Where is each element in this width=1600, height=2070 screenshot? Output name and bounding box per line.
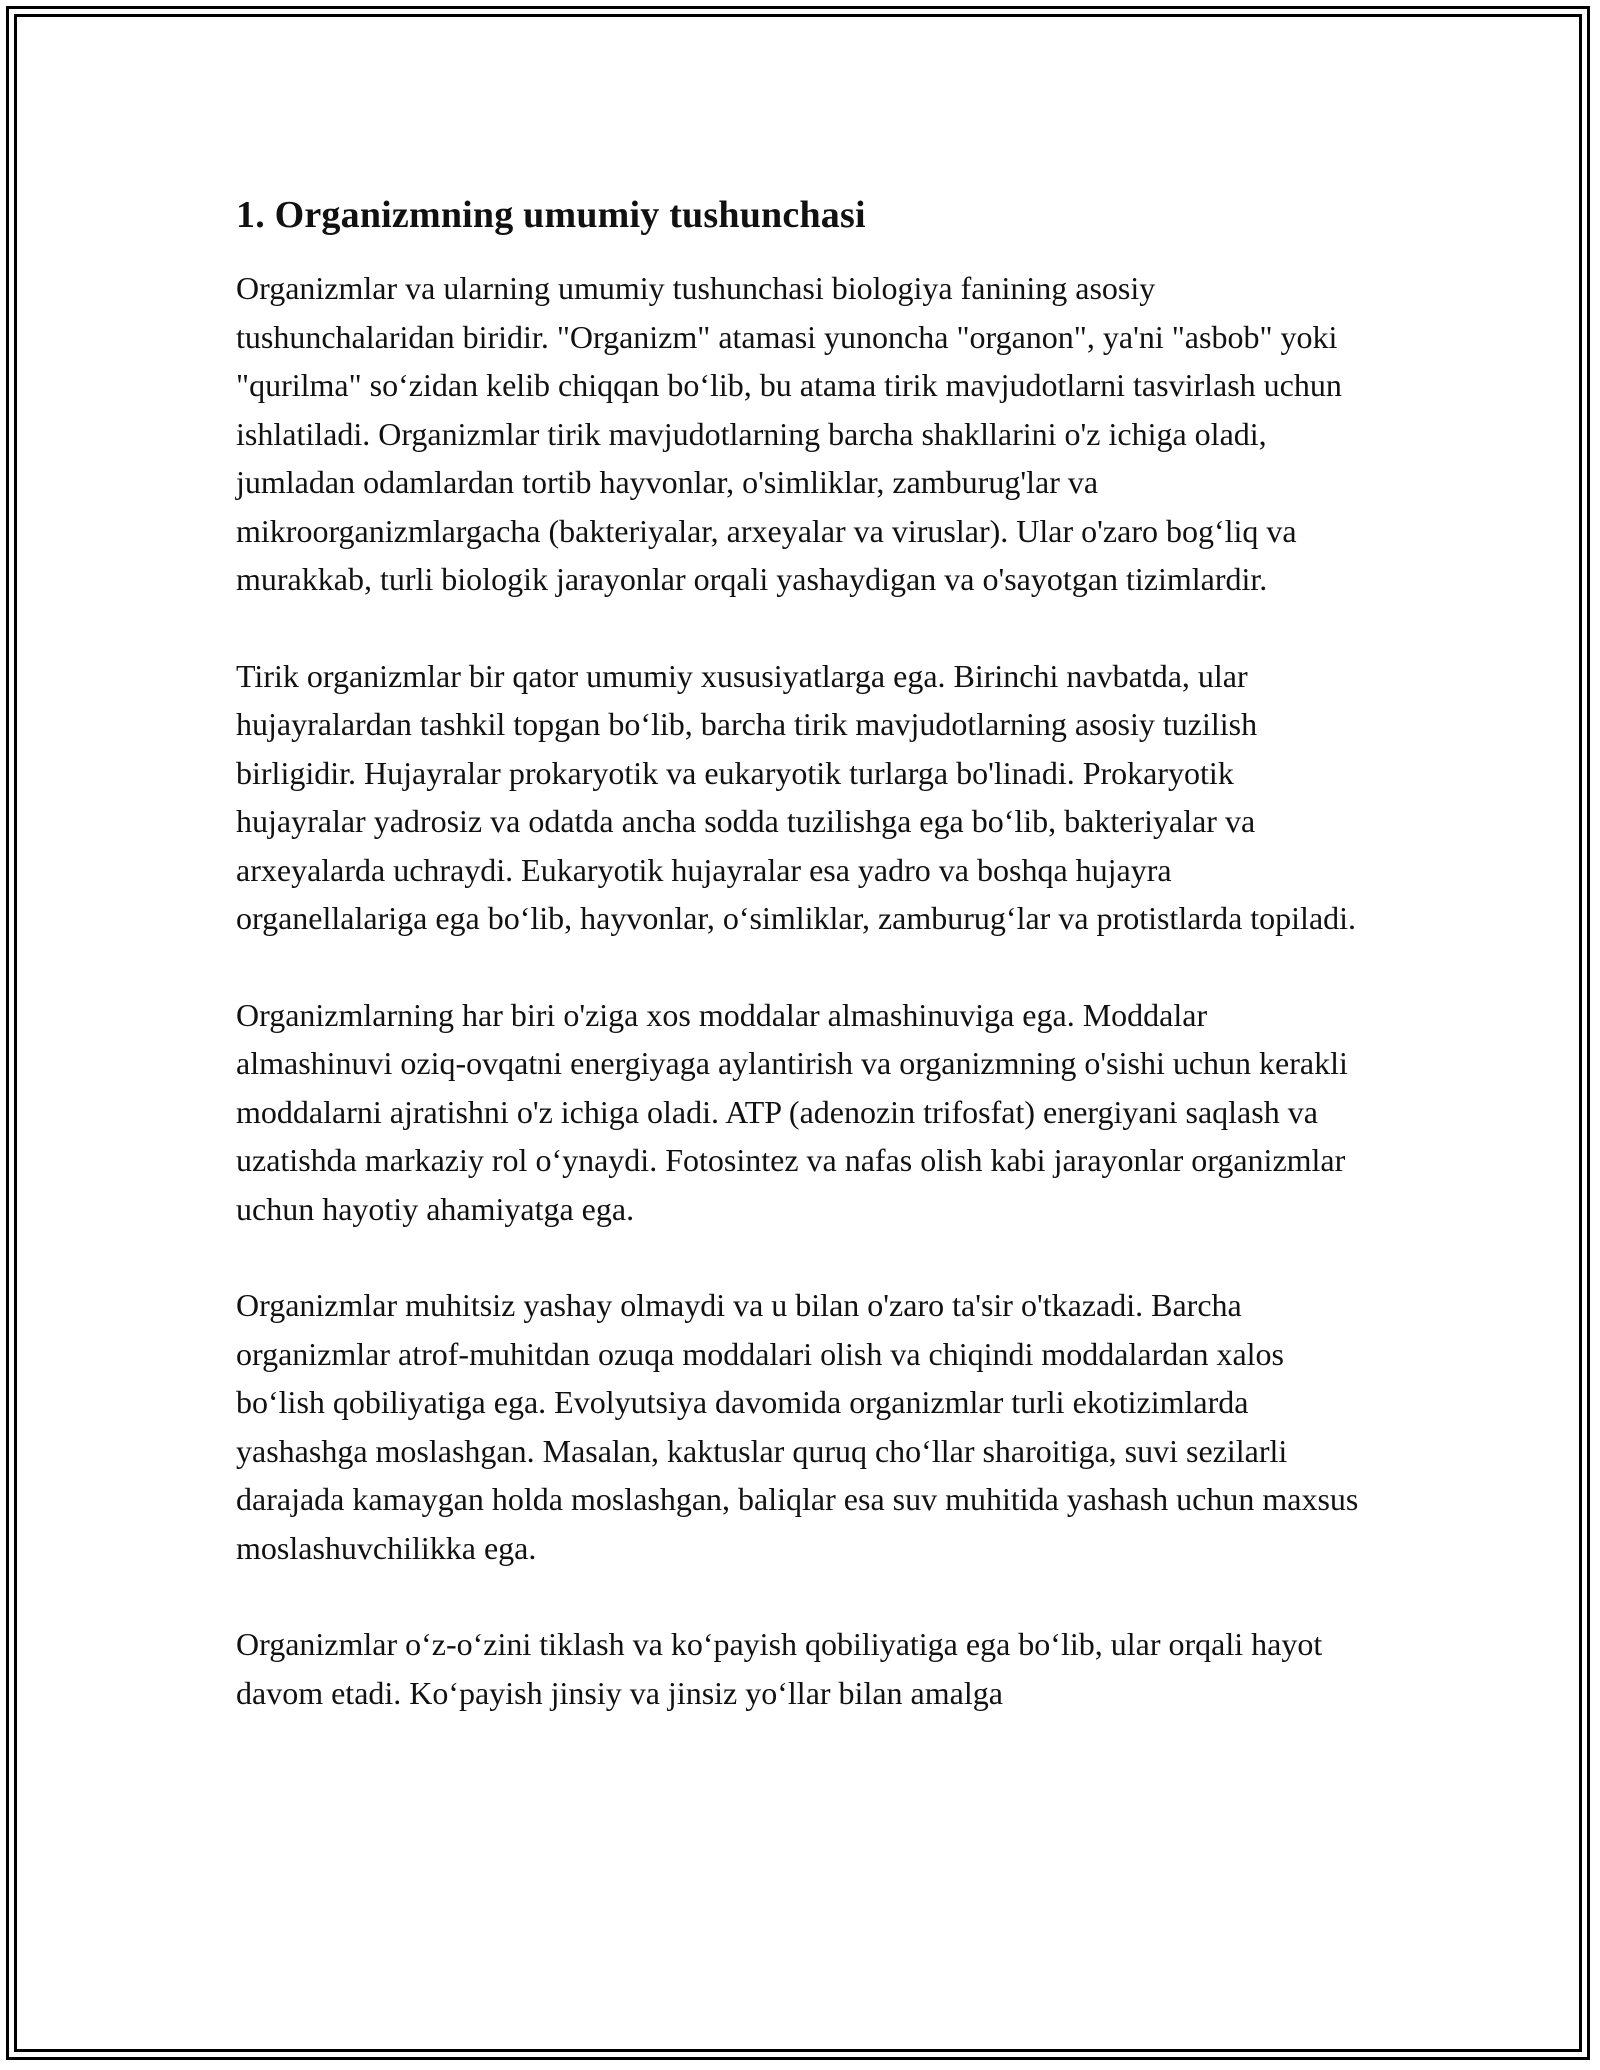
paragraph-cells: Tirik organizmlar bir qator umumiy xususiyatlarga ega. Birinchi navbatda, ular hujayralardan tashkil topgan bo‘lib, barcha tirik mavjudotlarning asosiy tuzilish birligidir. Hujayralar prokaryotik va eukaryotik turlarga bo'linadi. Prokaryotik hujayralar yadrosiz va odatda ancha sodda tuzilishga ega bo‘lib, bakteriyalar va arxeyalarda uchraydi. Eukaryotik hujayralar esa yadro va boshqa hujayra organellalariga ega bo‘lib, hayvonlar, o‘simliklar, zamburug‘lar va protistlarda topiladi. [236, 657, 1357, 936]
paragraph-intro: Organizmlar va ularning umumiy tushunchasi biologiya fanining asosiy tushunchalaridan biridir. "Organizm" atamasi yunoncha "organon", ya'ni "asbob" yoki "qurilma" so‘zidan kelib chiqqan bo‘lib, bu atama tirik mavjudotlarni tasvirlash uchun ishlatiladi. Organizmlar tirik mavjudotlarning barcha shakllarini o'z ichiga oladi, jumladan odamlardan tortib hayvonlar, o'simliklar, zamburug'lar va mikroorganizmlargacha (bakteriyalar, arxeyalar va viruslar). Ular o'zaro bog‘liq va murakkab, turli biologik jarayonlar orqali yashaydigan va o'sayotgan tizimlardir. [236, 270, 1342, 597]
paragraph-environment: Organizmlar muhitsiz yashay olmaydi va u bilan o'zaro ta'sir o'tkazadi. Barcha organizmlar atrof-muhitdan ozuqa moddalari olish va chiqindi moddalardan xalos bo‘lish qobiliyatiga ega. Evolyutsiya davomida organizmlar turli ekotizimlarda yashashga moslashgan. Masalan, kaktuslar quruq cho‘llar sharoitiga, suvi sezilarli darajada kamaygan holda moslashgan, baliqlar esa suv muhitida yashash uchun maxsus moslashuvchilikka ega. [236, 1287, 1359, 1566]
paragraph-metabolism: Organizmlarning har biri o'ziga xos moddalar almashinuviga ega. Moddalar almashinuvi oziq-ovqatni energiyaga aylantirish va organizmning o'sishi uchun kerakli moddalarni ajratishni o'z ichiga oladi. ATP (adenozin trifosfat) energiyani saqlash va uzatishda markaziy rol o‘ynaydi. Fotosintez va nafas olish kabi jarayonlar organizmlar uchun hayotiy ahamiyatga ega. [236, 996, 1348, 1227]
document-heading: 1. Organizmning umumiy tushunchasi [236, 194, 866, 236]
paragraph-reproduction: Organizmlar o‘z-o‘zini tiklash va ko‘payish qobiliyatiga ega bo‘lib, ular orqali hayot davom etadi. Ko‘payish jinsiy va jinsiz yo‘llar bilan amalga [236, 1626, 1323, 1711]
document-body [236, 188, 1366, 1765]
